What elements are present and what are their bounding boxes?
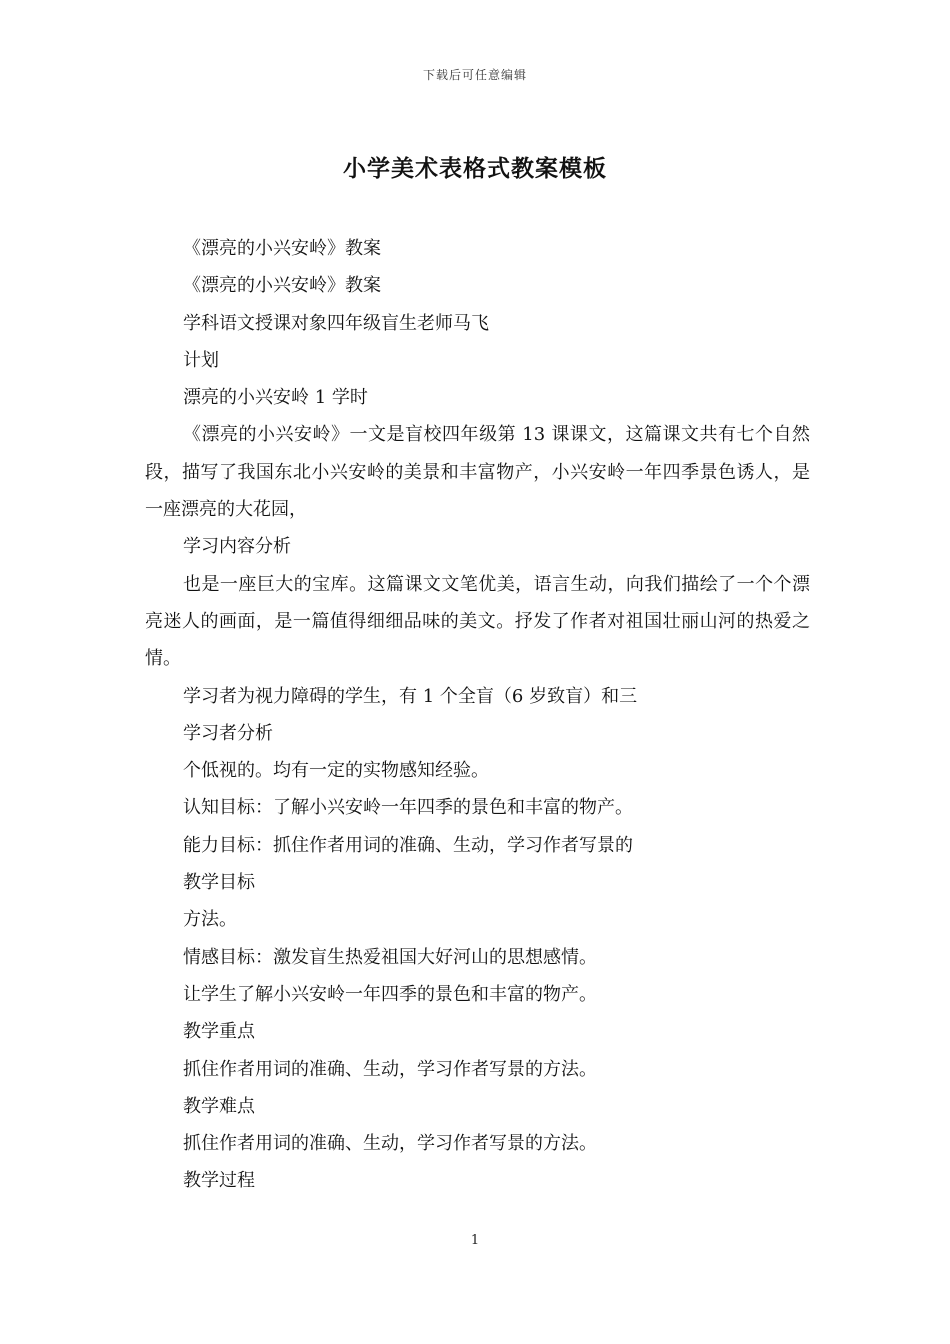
paragraph: 认知目标：了解小兴安岭一年四季的景色和丰富的物产。 [183, 797, 633, 819]
paragraph: 计划 [183, 349, 219, 371]
header-note: 下载后可任意编辑 [422, 68, 527, 82]
paragraph: 方法。 [183, 909, 237, 931]
paragraph: 情感目标：激发盲生热爱祖国大好河山的思想感情。 [183, 946, 597, 968]
paragraph: 抓住作者用词的准确、生动，学习作者写景的方法。 [183, 1058, 597, 1080]
paragraph: 《漂亮的小兴安岭》教案 [183, 238, 381, 259]
paragraph: 教学重点 [183, 1021, 255, 1043]
paragraph: 学习内容分析 [183, 536, 291, 558]
paragraph: 学科语文授课对象四年级盲生老师马飞 [183, 312, 489, 334]
document-body [145, 230, 810, 1200]
paragraph: 教学过程 [183, 1170, 255, 1192]
paragraph: 《漂亮的小兴安岭》一文是盲校四年级第 13 课课文，这篇课文共有七个自然段，描写了我国东北小兴安岭的美景和丰富物产，小兴安岭一年四季景色诱人，是一座漂亮的大花园， [145, 424, 810, 521]
paragraph: 漂亮的小兴安岭 1 学时 [183, 387, 368, 409]
paragraph: 学习者分析 [183, 722, 273, 744]
paragraph: 教学目标 [183, 872, 255, 894]
paragraph: 教学难点 [183, 1095, 255, 1117]
paragraph: 也是一座巨大的宝库。这篇课文文笔优美，语言生动，向我们描绘了一个个漂亮迷人的画面，是一篇值得细细品味的美文。抒发了作者对祖国壮丽山河的热爱之情。 [145, 573, 810, 670]
page-number: 1 [470, 1233, 480, 1248]
paragraph: 让学生了解小兴安岭一年四季的景色和丰富的物产。 [183, 983, 597, 1005]
paragraph: 个低视的。均有一定的实物感知经验。 [183, 760, 489, 782]
page-title: 小学美术表格式教案模板 [343, 155, 607, 182]
paragraph: 《漂亮的小兴安岭》教案 [183, 275, 381, 297]
paragraph: 学习者为视力障碍的学生，有 1 个全盲（6 岁致盲）和三 [183, 685, 638, 707]
paragraph: 能力目标：抓住作者用词的准确、生动，学习作者写景的 [183, 834, 633, 856]
paragraph: 抓住作者用词的准确、生动，学习作者写景的方法。 [183, 1133, 597, 1155]
